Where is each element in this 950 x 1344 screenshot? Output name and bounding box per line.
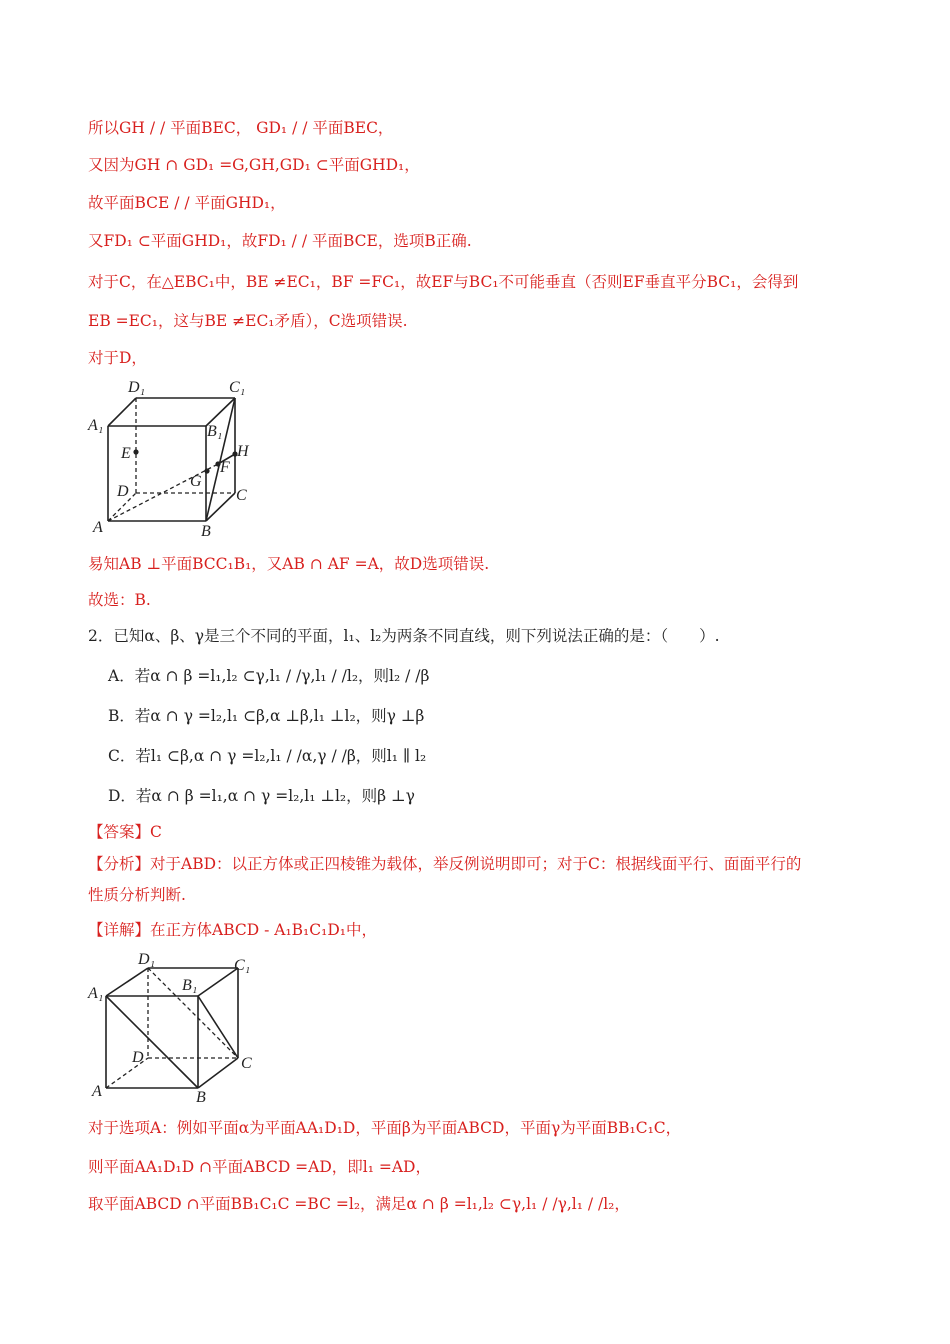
label-G: G [190,473,202,490]
label-A: A [93,519,103,536]
label-A: A [92,1083,102,1100]
label-D1: D₁ [128,379,146,396]
label-D: D [132,1049,144,1066]
text-line-7: 对于D， [88,349,147,367]
option-a: A．若α ∩ β =l₁,l₂ ⊂γ,l₁ / /γ,l₁ / /l₂，则l₂ / /β [108,667,430,685]
text-line-5: 对于C，在△EBC₁中，BE ≠EC₁，BF =FC₁，故EF与BC₁不可能垂直（否则EF垂直平分BC₁，会得到 [88,273,799,291]
text-line-9: 故选：B. [88,591,151,609]
solution-line-1: 对于选项A：例如平面α为平面AA₁D₁D，平面β为平面ABCD，平面γ为平面BB₁C₁C， [88,1119,682,1137]
label-E: E [121,445,131,462]
text-line-2: 又因为GH ∩ GD₁ =G,GH,GD₁ ⊂平面GHD₁， [88,156,420,174]
text-line-8: 易知AB ⊥平面BCC₁B₁，又AB ∩ AF =A，故D选项错误. [88,555,490,573]
label-B: B [201,523,211,540]
label-B: B [196,1089,206,1106]
label-F: F [220,459,230,476]
label-A1: A₁ [88,985,104,1002]
cube-figure-2 [86,950,266,1106]
option-c: C．若l₁ ⊂β,α ∩ γ =l₂,l₁ / /α,γ / /β，则l₁ ∥ l₂ [108,747,427,765]
text-line-6: EB =EC₁，这与BE ≠EC₁矛盾），C选项错误. [88,312,408,330]
analysis-line-1: 【分析】对于ABD：以正方体或正四棱锥为载体，举反例说明即可；对于C：根据线面平行、面面平行的 [88,855,802,873]
analysis-line-2: 性质分析判断. [88,886,186,904]
label-C: C [241,1055,252,1072]
cube-figure-1 [86,372,266,544]
label-A1: A₁ [88,417,104,434]
option-b: B．若α ∩ γ =l₂,l₁ ⊂β,α ⊥β,l₁ ⊥l₂，则γ ⊥β [108,707,425,725]
label-B1: B₁ [182,977,198,994]
label-C1: C₁ [229,379,246,396]
option-d: D．若α ∩ β =l₁,α ∩ γ =l₂,l₁ ⊥l₂，则β ⊥γ [108,787,415,805]
answer-line: 【答案】C [88,823,162,841]
label-C1: C₁ [234,957,251,974]
label-D1: D₁ [138,951,156,968]
solution-line-2: 则平面AA₁D₁D ∩平面ABCD =AD，即l₁ =AD， [88,1158,431,1176]
detail-line: 【详解】在正方体ABCD - A₁B₁C₁D₁中， [88,921,377,939]
solution-line-3: 取平面ABCD ∩平面BB₁C₁C =BC =l₂，满足α ∩ β =l₁,l₂ ⊂γ,l₁ / /γ,l₁ / /l₂， [88,1195,630,1213]
label-B1: B₁ [207,423,223,440]
text-line-4: 又FD₁ ⊂平面GHD₁，故FD₁ / / 平面BCE，选项B正确. [88,232,472,250]
label-H: H [237,443,249,460]
label-C: C [236,487,247,504]
question-2: 2．已知α、β、γ是三个不同的平面，l₁、l₂为两条不同直线，则下列说法正确的是：（ ）. [88,627,720,645]
text-line-3: 故平面BCE / / 平面GHD₁， [88,194,286,212]
text-line-1: 所以GH / / 平面BEC， GD₁ / / 平面BEC， [88,119,394,137]
label-D: D [117,483,129,500]
